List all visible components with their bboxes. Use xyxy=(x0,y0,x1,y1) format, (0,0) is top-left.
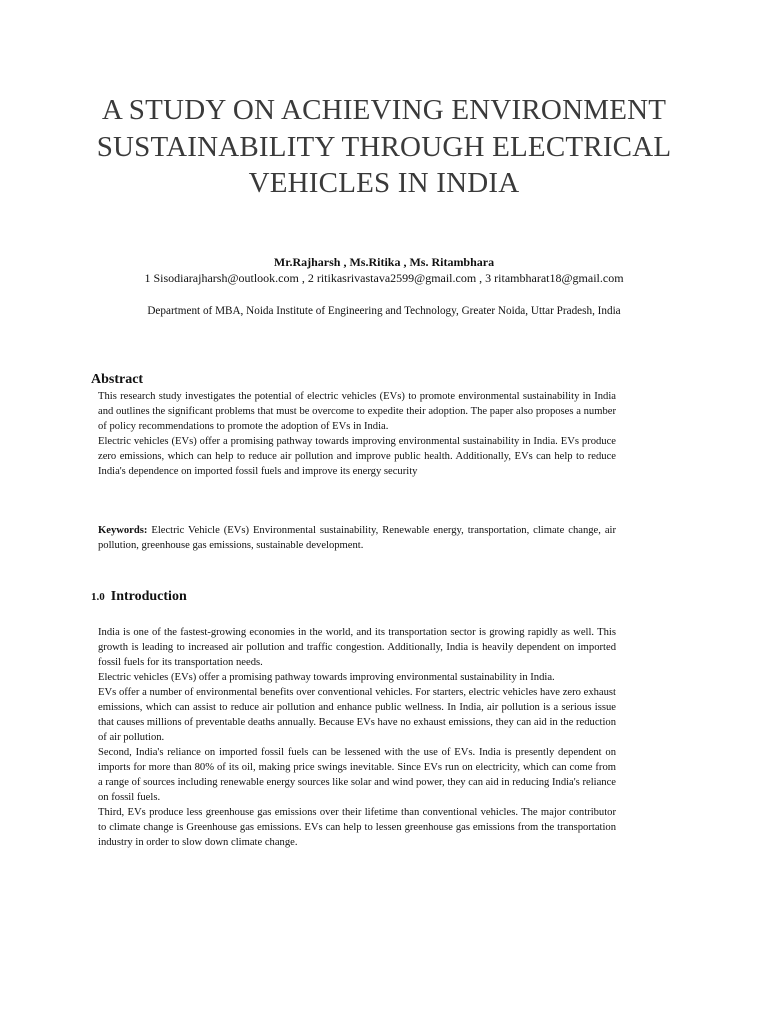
abstract-paragraph: Electric vehicles (EVs) offer a promising pathway towards improving environmental sustainability in India. EVs produce zero emissions, which can help to reduce air pollution and improve public health. Additionally, EVs can help to reduce India's dependence on imported fossil fuels and improve its energy security xyxy=(98,436,616,477)
keywords-text: Electric Vehicle (EVs) Environmental sustainability, Renewable energy, transportation, climate change, air pollution, greenhouse gas emissions, sustainable development. xyxy=(98,525,616,551)
author-affiliation: Department of MBA, Noida Institute of Engineering and Technology, Greater Noida, Uttar Pradesh, India xyxy=(147,305,621,317)
paper-title: A STUDY ON ACHIEVING ENVIRONMENT SUSTAINABILITY THROUGH ELECTRICAL VEHICLES IN INDIA xyxy=(96,94,672,199)
introduction-paragraph: Third, EVs produce less greenhouse gas emissions over their lifetime than conventional vehicles. The major contributor to climate change is Greenhouse gas emissions. EVs can help to lessen greenhouse gas emissions from the transportation industry in order to slow down climate change. xyxy=(98,807,616,848)
abstract-body xyxy=(98,389,616,479)
abstract-heading: Abstract xyxy=(91,372,144,387)
keywords-block xyxy=(98,523,616,553)
abstract-paragraph: This research study investigates the potential of electric vehicles (EVs) to promote environmental sustainability in India and outlines the significant problems that must be overcome to expedite their adoption. The paper also proposes a number of policy recommendations to promote the adoption of EVs in India. xyxy=(98,391,616,432)
introduction-body xyxy=(98,625,616,850)
introduction-paragraph: Second, India's reliance on imported fossil fuels can be lessened with the use of EVs. India is presently dependent on imports for more than 80% of its oil, making price swings inevitable. Since EVs run on electricity, which can come from a range of sources including renewable energy sources like solar and wind power, they can aid in reducing India's reliance on fossil fuels. xyxy=(98,747,616,803)
introduction-paragraph: India is one of the fastest-growing economies in the world, and its transportation sector is growing rapidly as well. This growth is leading to increased air pollution and traffic congestion. Additionally, India is heavily dependent on imported fossil fuels for its transportation needs. xyxy=(98,627,616,668)
introduction-heading xyxy=(91,580,187,607)
introduction-paragraph: EVs offer a number of environmental benefits over conventional vehicles. For starters, electric vehicles have zero exhaust emissions, which can assist to reduce air pollution and enhance public wellness. In India, air pollution is a serious issue that causes millions of preventable deaths annually. Because EVs have no exhaust emissions, they can aid in the reduction of air pollution. xyxy=(98,687,616,743)
keywords-label: Keywords: xyxy=(98,525,148,536)
author-emails: 1 Sisodiarajharsh@outlook.com , 2 ritikasrivastava2599@gmail.com , 3 ritambharat18@gmail.com xyxy=(144,271,624,285)
section-title: Introduction xyxy=(110,589,187,604)
keywords-line xyxy=(98,523,616,553)
author-list: Mr.Rajharsh , Ms.Ritika , Ms. Ritambhara xyxy=(273,255,495,269)
section-number: 1.0 xyxy=(91,591,105,603)
introduction-paragraph: Electric vehicles (EVs) offer a promising pathway towards improving environmental sustainability in India. xyxy=(98,672,555,683)
